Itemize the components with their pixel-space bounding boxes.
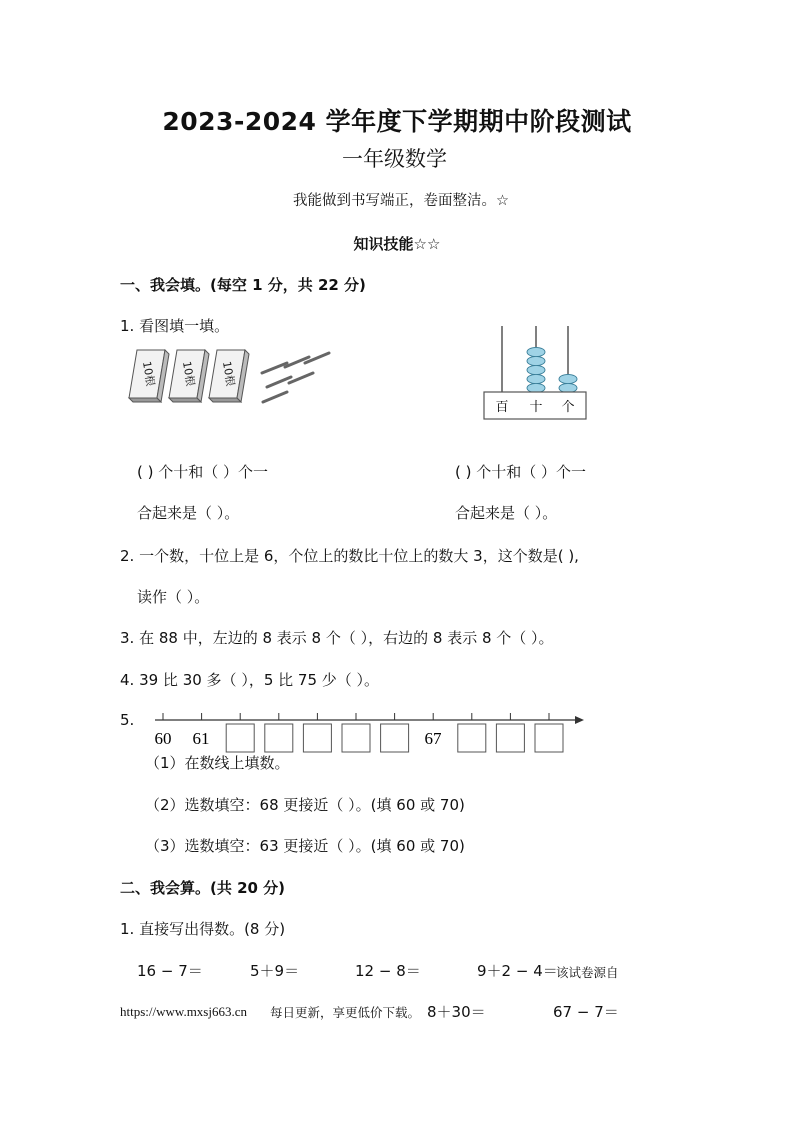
q1-right-line2: 合起来是（ ）。 xyxy=(455,504,558,522)
motto-text: 我能做到书写端正，卷面整洁。☆ xyxy=(293,193,509,209)
number-line-answer-box[interactable] xyxy=(381,724,409,752)
stick-bundles-picture xyxy=(127,345,337,405)
abacus-label-tens: 十 xyxy=(529,400,543,415)
calc-2: 5＋9＝ xyxy=(250,962,300,980)
number-line-label-61: 61 xyxy=(192,729,210,748)
calc-1: 16 − 7＝ xyxy=(137,962,203,980)
bundle-3-label: 10根 xyxy=(219,360,238,388)
abacus-label-hundreds: 百 xyxy=(495,400,509,415)
ones-bead-1 xyxy=(559,383,577,392)
number-line-answer-boxes xyxy=(226,724,563,752)
source-note: 该试卷源自 xyxy=(556,965,619,980)
q2-line2: 读作（ ）。 xyxy=(137,588,210,606)
q1-left-line1: ( ) 个十和（ ）个一 xyxy=(137,463,269,481)
ones-bead-2 xyxy=(559,374,577,383)
ones-beads xyxy=(559,374,577,392)
q5-sub2: （2）选数填空：68 更接近（ ）。(填 60 或 70) xyxy=(145,796,465,814)
tens-bead-4 xyxy=(527,356,545,365)
number-line xyxy=(150,710,590,755)
bundle-1 xyxy=(129,350,169,402)
section1-heading: 一、我会填。(每空 1 分，共 22 分) xyxy=(120,276,366,294)
number-line-answer-box[interactable] xyxy=(458,724,486,752)
q1-left-line2: 合起来是（ ）。 xyxy=(137,504,240,522)
skills-heading: 知识技能☆☆ xyxy=(353,235,441,253)
section2-heading: 二、我会算。(共 20 分) xyxy=(120,879,286,897)
calc-6: 67 − 7＝ xyxy=(553,1003,619,1021)
number-line-arrow xyxy=(575,716,584,724)
bundle-3 xyxy=(209,350,249,402)
q5-label: 5. xyxy=(120,711,135,729)
number-line-answer-box[interactable] xyxy=(342,724,370,752)
bundle-2 xyxy=(169,350,209,402)
s2-q1-label: 1. 直接写出得数。(8 分) xyxy=(120,920,286,938)
q5-sub3: （3）选数填空：63 更接近（ ）。(填 60 或 70) xyxy=(145,837,465,855)
page-subtitle: 一年级数学 xyxy=(342,147,447,171)
number-line-answer-box[interactable] xyxy=(226,724,254,752)
calc-4: 9＋2 − 4＝ xyxy=(477,962,558,980)
number-line-answer-box[interactable] xyxy=(265,724,293,752)
tens-beads xyxy=(527,347,545,392)
q3-line: 3. 在 88 中，左边的 8 表示 8 个（ ），右边的 8 表示 8 个（ ）。 xyxy=(120,629,554,647)
bundle-2-label: 10根 xyxy=(179,360,198,388)
number-line-answer-box[interactable] xyxy=(303,724,331,752)
tens-bead-3 xyxy=(527,365,545,374)
calc-5: 8＋30＝ xyxy=(427,1003,486,1021)
number-line-label-60: 60 xyxy=(154,729,172,748)
loose-sticks xyxy=(262,353,329,402)
q1-right-line1: ( ) 个十和（ ）个一 xyxy=(455,463,587,481)
abacus-picture xyxy=(482,322,592,422)
tens-bead-2 xyxy=(527,374,545,383)
page-title: 2023-2024 学年度下学期期中阶段测试 xyxy=(162,107,632,136)
calc-3: 12 − 8＝ xyxy=(355,962,421,980)
number-line-answer-box[interactable] xyxy=(496,724,524,752)
q4-line: 4. 39 比 30 多（ ），5 比 75 少（ ）。 xyxy=(120,671,380,689)
number-line-label-67: 67 xyxy=(424,729,442,748)
bundle-1-label: 10根 xyxy=(139,360,158,388)
q1-label: 1. 看图填一填。 xyxy=(120,317,230,335)
footer-url-link[interactable]: https://www.mxsj663.cn xyxy=(120,1004,247,1019)
tens-bead-1 xyxy=(527,383,545,392)
abacus-label-ones: 个 xyxy=(561,400,575,415)
tens-bead-5 xyxy=(527,347,545,356)
q2-line1: 2. 一个数，十位上是 6，个位上的数比十位上的数大 3，这个数是( ), xyxy=(120,547,579,565)
footer-text: 每日更新，享更低价下载。 xyxy=(270,1005,421,1020)
q5-sub1: （1）在数线上填数。 xyxy=(145,754,290,772)
number-line-ticks xyxy=(163,713,549,720)
number-line-answer-box[interactable] xyxy=(535,724,563,752)
